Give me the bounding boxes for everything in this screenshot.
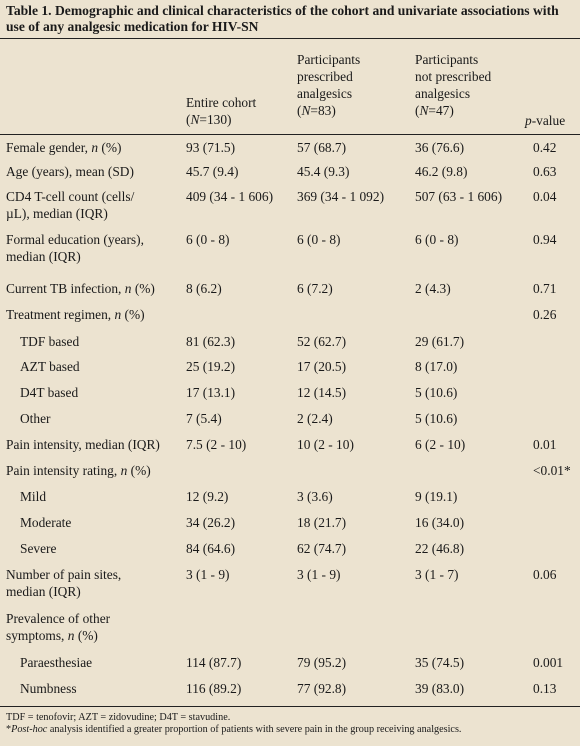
value-not-prescribed: 22 (46.8) bbox=[415, 541, 465, 556]
value-not-prescribed: 3 (1 - 7) bbox=[415, 567, 459, 582]
row-label: Numbness bbox=[20, 681, 77, 696]
value-not-prescribed: 2 (4.3) bbox=[415, 281, 451, 296]
value-not-prescribed: 507 (63 - 1 606) bbox=[415, 189, 503, 204]
value-prescribed: 3 (1 - 9) bbox=[297, 567, 341, 582]
row-label: Prevalence of other symptoms, n (%) bbox=[6, 611, 111, 643]
value-entire-cohort: 6 (0 - 8) bbox=[186, 232, 230, 247]
value-entire-cohort: 45.7 (9.4) bbox=[186, 164, 239, 179]
value-p: 0.26 bbox=[533, 307, 557, 322]
value-prescribed: 79 (95.2) bbox=[297, 655, 347, 670]
value-not-prescribed: 5 (10.6) bbox=[415, 385, 458, 400]
value-entire-cohort: 8 (6.2) bbox=[186, 281, 222, 296]
value-not-prescribed: 36 (76.6) bbox=[415, 140, 465, 155]
row-label: Other bbox=[20, 411, 51, 426]
value-entire-cohort: 409 (34 - 1 606) bbox=[186, 189, 274, 204]
header-entire-cohort: Entire cohort (N=130) bbox=[186, 95, 257, 127]
row-label: Moderate bbox=[20, 515, 72, 530]
value-prescribed: 62 (74.7) bbox=[297, 541, 347, 556]
value-not-prescribed: 35 (74.5) bbox=[415, 655, 465, 670]
value-prescribed: 369 (34 - 1 092) bbox=[297, 189, 385, 204]
value-prescribed: 18 (21.7) bbox=[297, 515, 347, 530]
value-prescribed: 3 (3.6) bbox=[297, 489, 333, 504]
value-p: 0.01 bbox=[533, 437, 557, 452]
header-not-prescribed: Participants not prescribed analgesics (N=47) bbox=[415, 52, 492, 118]
value-prescribed: 17 (20.5) bbox=[297, 359, 347, 374]
value-prescribed: 12 (14.5) bbox=[297, 385, 347, 400]
row-label: Mild bbox=[20, 489, 47, 504]
value-p: 0.04 bbox=[533, 189, 557, 204]
value-prescribed: 52 (62.7) bbox=[297, 334, 347, 349]
row-label: Treatment regimen, n (%) bbox=[6, 307, 145, 322]
header-p-value: p-value bbox=[525, 113, 566, 128]
row-label: Age (years), mean (SD) bbox=[6, 164, 134, 179]
row-label: Pain intensity, median (IQR) bbox=[6, 437, 160, 452]
header-prescribed: Participants prescribed analgesics (N=83) bbox=[297, 52, 361, 118]
value-prescribed: 57 (68.7) bbox=[297, 140, 347, 155]
row-label: AZT based bbox=[20, 359, 80, 374]
value-p: 0.94 bbox=[533, 232, 557, 247]
value-entire-cohort: 7.5 (2 - 10) bbox=[186, 437, 247, 452]
value-entire-cohort: 25 (19.2) bbox=[186, 359, 236, 374]
value-entire-cohort: 7 (5.4) bbox=[186, 411, 222, 426]
value-p: 0.63 bbox=[533, 164, 557, 179]
value-entire-cohort: 34 (26.2) bbox=[186, 515, 236, 530]
value-entire-cohort: 17 (13.1) bbox=[186, 385, 236, 400]
value-entire-cohort: 116 (89.2) bbox=[186, 681, 242, 696]
value-prescribed: 2 (2.4) bbox=[297, 411, 333, 426]
value-entire-cohort: 84 (64.6) bbox=[186, 541, 236, 556]
value-not-prescribed: 29 (61.7) bbox=[415, 334, 465, 349]
footnote-abbreviations: TDF = tenofovir; AZT = zidovudine; D4T = stavudine. bbox=[6, 712, 231, 723]
value-prescribed: 77 (92.8) bbox=[297, 681, 347, 696]
bottom-rule bbox=[0, 706, 580, 707]
value-p: 0.001 bbox=[533, 655, 564, 670]
value-prescribed: 10 (2 - 10) bbox=[297, 437, 354, 452]
row-label: Severe bbox=[20, 541, 57, 556]
row-label: Paraesthesiae bbox=[20, 655, 93, 670]
value-p: <0.01* bbox=[533, 463, 571, 478]
row-label: CD4 T-cell count (cells/ µL), median (IQR) bbox=[6, 189, 135, 221]
value-p: 0.06 bbox=[533, 567, 557, 582]
row-label: Number of pain sites, median (IQR) bbox=[6, 567, 122, 599]
value-not-prescribed: 46.2 (9.8) bbox=[415, 164, 468, 179]
value-entire-cohort: 12 (9.2) bbox=[186, 489, 229, 504]
value-p: 0.42 bbox=[533, 140, 557, 155]
header-rule bbox=[0, 134, 580, 135]
value-entire-cohort: 114 (87.7) bbox=[186, 655, 242, 670]
value-p: 0.13 bbox=[533, 681, 557, 696]
top-rule bbox=[0, 38, 580, 39]
value-not-prescribed: 6 (2 - 10) bbox=[415, 437, 466, 452]
value-entire-cohort: 81 (62.3) bbox=[186, 334, 236, 349]
row-label: Pain intensity rating, n (%) bbox=[6, 463, 151, 478]
value-prescribed: 6 (0 - 8) bbox=[297, 232, 341, 247]
value-entire-cohort: 3 (1 - 9) bbox=[186, 567, 230, 582]
row-label: Female gender, n (%) bbox=[6, 140, 122, 155]
value-entire-cohort: 93 (71.5) bbox=[186, 140, 236, 155]
value-prescribed: 6 (7.2) bbox=[297, 281, 333, 296]
row-label: TDF based bbox=[20, 334, 80, 349]
row-label: D4T based bbox=[20, 385, 79, 400]
value-not-prescribed: 8 (17.0) bbox=[415, 359, 458, 374]
row-label: Formal education (years), median (IQR) bbox=[6, 232, 144, 264]
value-not-prescribed: 5 (10.6) bbox=[415, 411, 458, 426]
value-prescribed: 45.4 (9.3) bbox=[297, 164, 350, 179]
row-label: Current TB infection, n (%) bbox=[6, 281, 155, 296]
footnote-posthoc: *Post-hoc analysis identified a greater proportion of patients with severe pain in the group receiving analgesics. bbox=[6, 724, 462, 735]
value-not-prescribed: 9 (19.1) bbox=[415, 489, 458, 504]
value-not-prescribed: 6 (0 - 8) bbox=[415, 232, 459, 247]
value-p: 0.71 bbox=[533, 281, 557, 296]
value-not-prescribed: 16 (34.0) bbox=[415, 515, 465, 530]
table-title: Table 1. Demographic and clinical characteristics of the cohort and univariate associations with use of any analgesic medication for HIV-SN bbox=[6, 3, 559, 34]
value-not-prescribed: 39 (83.0) bbox=[415, 681, 465, 696]
